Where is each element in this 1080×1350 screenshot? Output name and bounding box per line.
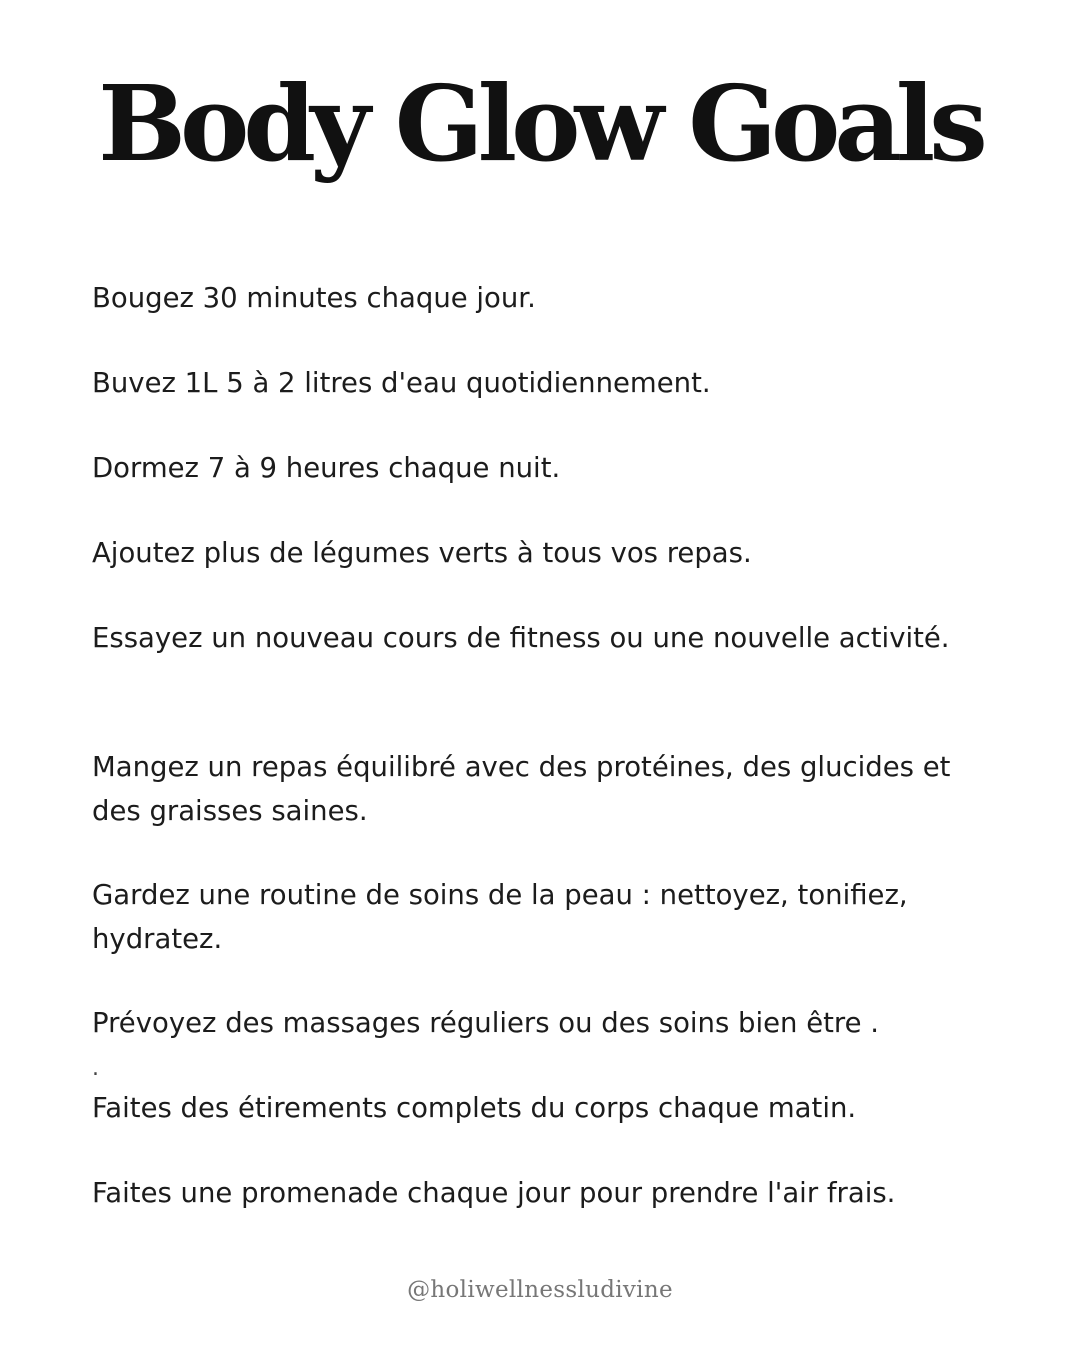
- goal-item: Faites une promenade chaque jour pour prendre l'air frais.: [92, 1177, 896, 1209]
- goal-item: Buvez 1L 5 à 2 litres d'eau quotidiennement.: [92, 367, 711, 399]
- social-handle: @holiwellnessludivine: [407, 1277, 673, 1303]
- goal-item: Ajoutez plus de légumes verts à tous vos repas.: [92, 537, 752, 569]
- goal-item: Essayez un nouveau cours de fitness ou une nouvelle activité.: [92, 622, 950, 654]
- goal-item: Bougez 30 minutes chaque jour.: [92, 282, 536, 314]
- goal-item: Gardez une routine de soins de la peau : nettoyez, tonifiez, hydratez.: [92, 879, 908, 955]
- goal-item: Faites des étirements complets du corps chaque matin.: [92, 1092, 857, 1124]
- goal-item: Prévoyez des massages réguliers ou des soins bien être .: [92, 1007, 880, 1039]
- goal-item: Dormez 7 à 9 heures chaque nuit.: [92, 452, 561, 484]
- stray-dot: .: [92, 1056, 99, 1081]
- page-title: Body Glow Goals: [98, 62, 982, 185]
- goal-item: Mangez un repas équilibré avec des protéines, des glucides et des graisses saines.: [92, 751, 951, 827]
